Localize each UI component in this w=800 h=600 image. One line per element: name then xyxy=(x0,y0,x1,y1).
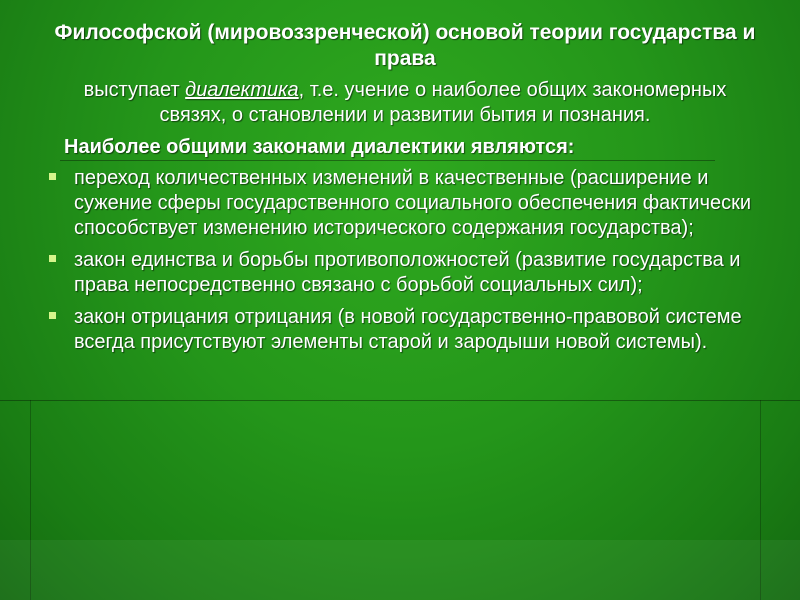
decorative-band xyxy=(0,540,800,600)
list-item-law-3 xyxy=(40,305,770,355)
intro-prefix: выступает xyxy=(83,79,186,101)
law-text: закон единства и борьбы противоположностей (развитие государства и права непосредственно связано с борьбой социальных сил); xyxy=(74,249,741,296)
slide-title: Философской (мировоззренческой) основой теории государства и права xyxy=(54,21,756,70)
square-bullet-icon xyxy=(49,173,56,180)
square-bullet-icon xyxy=(49,255,56,262)
list-item-law-1 xyxy=(40,166,770,241)
slide-content xyxy=(40,20,770,362)
list-item-law-2 xyxy=(40,248,770,298)
laws-list xyxy=(40,166,770,355)
laws-heading: Наиболее общими законами диалектики являются: xyxy=(64,136,575,158)
intro-paragraph xyxy=(40,78,770,128)
law-text: закон отрицания отрицания (в новой государственно-правовой системе всегда присутствуют элементы старой и зародыши новой системы). xyxy=(74,306,742,353)
intro-suffix: , т.е. учение о наиболее общих закономерных связях, о становлении и развитии бытия и познания. xyxy=(159,79,727,126)
square-bullet-icon xyxy=(49,312,56,319)
decorative-line-middle xyxy=(0,400,800,401)
dialectics-term: диалектика xyxy=(185,79,299,101)
law-text: переход количественных изменений в качественные (расширение и сужение сферы государственного социального обеспечения фактически способствует изменению исторического содержания государства); xyxy=(74,167,752,239)
